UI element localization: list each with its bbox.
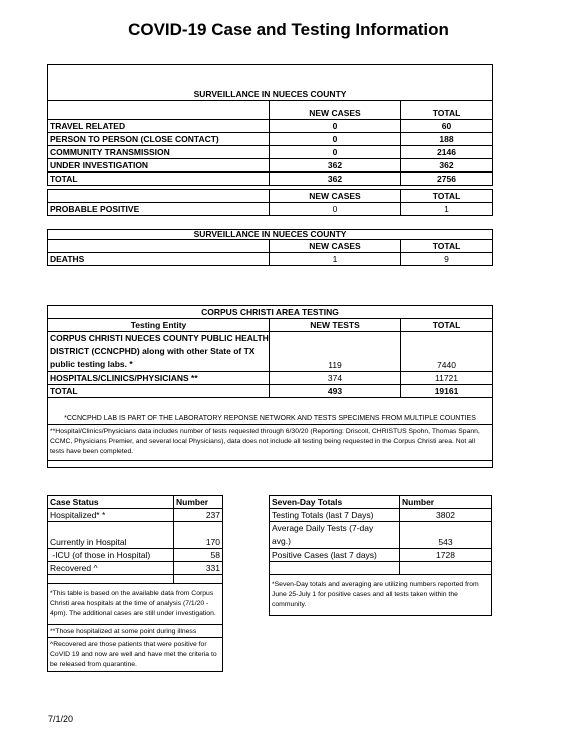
row-value: 1728 (400, 549, 492, 562)
row-label-line: Average Daily Tests (7-day (272, 523, 374, 533)
table-row (48, 372, 493, 385)
row-new: 374 (270, 372, 401, 385)
col-number: Number (174, 496, 223, 509)
row-label: HOSPITALS/CLINICS/PHYSICIANS ** (48, 372, 270, 385)
row-new: 0 (270, 133, 401, 146)
surveillance-table (47, 64, 493, 186)
row-label: Recovered ^ (48, 562, 174, 575)
row-value: 237 (174, 509, 223, 522)
table-row (48, 146, 493, 159)
row-label: COMMUNITY TRANSMISSION (48, 146, 270, 159)
table-row-total (48, 385, 493, 398)
row-label: TOTAL (48, 385, 270, 398)
row-total: 362 (401, 159, 493, 173)
row-label: TOTAL (48, 172, 270, 186)
col-testing-entity: Testing Entity (48, 319, 270, 332)
row-label: TRAVEL RELATED (48, 120, 270, 133)
testing-note-hospitals: **Hospital/Clinics/Physicians data includes number of tests requested through 6/30/20 (Reporting: Driscoll, CHRISTUS Spohn, Thomas Spann, CCMC, Physicians Premier, and several local Physicians), data does not include all testing being requested in the Corpus Christi area. Not all tests have been completed. (48, 425, 493, 461)
col-new-cases: NEW CASES (270, 240, 401, 253)
row-total: 11721 (401, 372, 493, 385)
table-row (48, 562, 223, 575)
table-row (48, 133, 493, 146)
row-label: -ICU (of those in Hospital) (48, 549, 174, 562)
row-total: 1 (401, 203, 493, 216)
row-total: 60 (401, 120, 493, 133)
row-value: 170 (174, 522, 223, 549)
row-label (48, 332, 270, 372)
row-label: Currently in Hospital (48, 522, 174, 549)
row-new: 493 (270, 385, 401, 398)
col-number: Number (400, 496, 492, 509)
case-status-table (47, 495, 223, 672)
table-row (48, 159, 493, 173)
row-total: 9 (401, 253, 493, 266)
row-value: 58 (174, 549, 223, 562)
table-row (48, 253, 493, 266)
table-row (270, 522, 492, 549)
case-status-note: *This table is based on the available data from Corpus Christi area hospitals at the time of analysis (7/1/20 - 4pm). The additional cases are still under investigation. (48, 584, 223, 625)
row-label (270, 522, 400, 549)
row-label: DEATHS (48, 253, 270, 266)
col-seven-day-totals: Seven-Day Totals (270, 496, 400, 509)
seven-day-note: *Seven-Day totals and averaging are utilizing numbers reported from June 25-July 1 for positive cases and all tests taken within the community. (270, 575, 492, 616)
row-label: Positive Cases (last 7 days) (270, 549, 400, 562)
deaths-heading: SURVEILLANCE IN NUECES COUNTY (48, 230, 493, 240)
testing-heading: CORPUS CHRISTI AREA TESTING (48, 306, 493, 319)
row-label: Testing Totals (last 7 Days) (270, 509, 400, 522)
table-row (48, 509, 223, 522)
row-label-line: CORPUS CHRISTI NUECES COUNTY PUBLIC HEALTH (50, 333, 269, 343)
row-new: 362 (270, 159, 401, 173)
row-new: 0 (270, 203, 401, 216)
table-row (270, 549, 492, 562)
row-total: 188 (401, 133, 493, 146)
row-total: 7440 (401, 332, 493, 372)
row-label-line: avg.) (272, 536, 291, 546)
row-total: 2146 (401, 146, 493, 159)
deaths-table (47, 229, 493, 266)
row-label: PERSON TO PERSON (CLOSE CONTACT) (48, 133, 270, 146)
table-row (48, 120, 493, 133)
table-row (48, 549, 223, 562)
row-value: 543 (400, 522, 492, 549)
row-label-line: DISTRICT (CCNCPHD) along with other State of TX (50, 346, 255, 356)
row-label: Hospitalized* * (48, 509, 174, 522)
case-status-note: **Those hospitalized at some point during illness (48, 625, 223, 638)
table-row-total (48, 172, 493, 186)
table-row (48, 203, 493, 216)
case-status-note: ^Recovered are those patients that were positive for CoVID 19 and now are well and have met the criteria to be released from quarantine. (48, 638, 223, 672)
table-row (48, 332, 493, 372)
col-new-cases: NEW CASES (270, 107, 401, 120)
row-label: PROBABLE POSITIVE (48, 203, 270, 216)
col-total: TOTAL (401, 107, 493, 120)
col-case-status: Case Status (48, 496, 174, 509)
col-total: TOTAL (401, 240, 493, 253)
probable-table (47, 189, 493, 216)
row-new: 1 (270, 253, 401, 266)
col-new-tests: NEW TESTS (270, 319, 401, 332)
table-row (48, 522, 223, 549)
testing-note-lab: *CCNCPHD LAB IS PART OF THE LABORATORY REPONSE NETWORK AND TESTS SPECIMENS FROM MULTIPLE COUNTIES (48, 412, 493, 425)
page-title: COVID-19 Case and Testing Information (128, 20, 449, 39)
seven-day-table (269, 495, 492, 616)
testing-table (47, 305, 493, 468)
row-label-line: public testing labs. * (50, 359, 133, 369)
col-total: TOTAL (401, 190, 493, 203)
row-new: 119 (270, 332, 401, 372)
col-new-cases: NEW CASES (270, 190, 401, 203)
row-label: UNDER INVESTIGATION (48, 159, 270, 173)
row-new: 0 (270, 146, 401, 159)
row-total: 2756 (401, 172, 493, 186)
row-value: 3802 (400, 509, 492, 522)
table-row (270, 509, 492, 522)
col-total: TOTAL (401, 319, 493, 332)
row-new: 0 (270, 120, 401, 133)
report-date: 7/1/20 (48, 714, 74, 724)
row-new: 362 (270, 172, 401, 186)
row-value: 331 (174, 562, 223, 575)
row-total: 19161 (401, 385, 493, 398)
surveillance-heading: SURVEILLANCE IN NUECES COUNTY (48, 88, 493, 101)
